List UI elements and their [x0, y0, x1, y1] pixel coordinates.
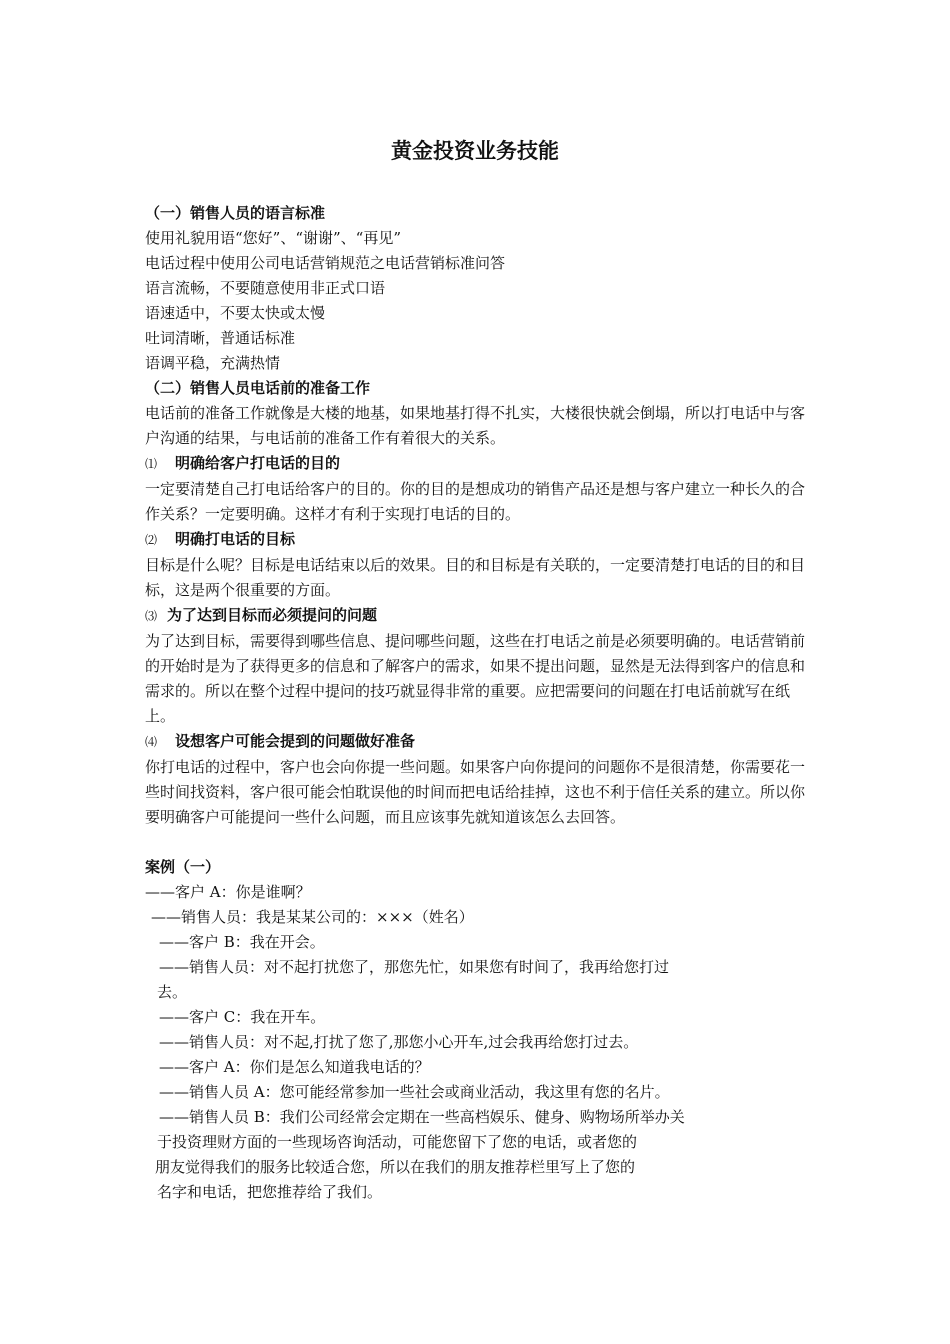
point-heading-text: 为了达到目标而必须提问的问题	[167, 606, 378, 624]
blank-line	[145, 830, 810, 855]
section1-item: 语言流畅，不要随意使用非正式口语	[145, 279, 386, 297]
point-heading	[145, 603, 810, 629]
dialogue-line: ——销售人员：我是某某公司的：×××（姓名）	[151, 908, 474, 926]
dialogue-line: 朋友觉得我们的服务比较适合您，所以在我们的朋友推荐栏里写上了您的	[155, 1158, 636, 1176]
dialogue-line: ——客户 B：我在开会。	[159, 933, 325, 951]
document-title: 黄金投资业务技能	[391, 139, 559, 163]
section2-heading: （二）销售人员电话前的准备工作	[145, 379, 371, 397]
dialogue-line: ——销售人员 A：您可能经常参加一些社会或商业活动，我这里有您的名片。	[159, 1083, 670, 1101]
section1-item: 吐词清晰，普通话标准	[145, 329, 296, 347]
point-heading	[145, 451, 810, 477]
dialogue-line: ——客户 A：你们是怎么知道我电话的？	[159, 1058, 430, 1076]
point-text: 目标是什么呢？目标是电话结束以后的效果。目的和目标是有关联的，一定要清楚打电话的目的和目标，这是两个很重要的方面。	[145, 556, 806, 599]
point-heading-text: 明确打电话的目标	[175, 530, 296, 548]
dialogue-line: ——销售人员 B：我们公司经常会定期在一些高档娱乐、健身、购物场所举办关	[159, 1108, 685, 1126]
document-body	[145, 201, 810, 1205]
section1-heading: （一）销售人员的语言标准	[145, 204, 326, 222]
point-heading-text: 设想客户可能会提到的问题做好准备	[175, 732, 416, 750]
section1-item: 语调平稳，充满热情	[145, 354, 281, 372]
point-number: ⑷	[145, 735, 158, 749]
section1-item: 语速适中，不要太快或太慢	[145, 304, 326, 322]
point-heading	[145, 729, 810, 755]
section1-item: 使用礼貌用语“您好”、“谢谢”、“再见”	[145, 229, 402, 247]
section2-intro: 电话前的准备工作就像是大楼的地基，如果地基打得不扎实，大楼很快就会倒塌，所以打电话中与客户沟通的结果，与电话前的准备工作有着很大的关系。	[145, 404, 806, 447]
dialogue-line: 名字和电话，把您推荐给了我们。	[157, 1183, 383, 1201]
dialogue-line: ——销售人员：对不起,打扰了您了,那您小心开车,过会我再给您打过去。	[159, 1033, 639, 1051]
dialogue-line: ——客户 A：你是谁啊？	[145, 883, 311, 901]
point-number: ⑴	[145, 457, 158, 471]
point-text: 为了达到目标，需要得到哪些信息、提问哪些问题，这些在打电话之前是必须要明确的。电话营销前的开始时是为了获得更多的信息和了解客户的需求，如果不提出问题，显然是无法得到客户的信息和需求的。所以在整个过程中提问的技巧就显得非常的重要。应把需要问的问题在打电话前就写在纸上。	[145, 632, 806, 725]
point-number: ⑶	[145, 609, 158, 623]
point-text: 一定要清楚自己打电话给客户的目的。你的目的是想成功的销售产品还是想与客户建立一种长久的合作关系？一定要明确。这样才有利于实现打电话的目的。	[145, 480, 806, 523]
point-heading-text: 明确给客户打电话的目的	[175, 454, 341, 472]
case-heading: 案例（一）	[145, 858, 221, 876]
point-text: 你打电话的过程中，客户也会向你提一些问题。如果客户向你提问的问题你不是很清楚，你需要花一些时间找资料，客户很可能会怕耽误他的时间而把电话给挂掉，这也不利于信任关系的建立。所以你要明确客户可能提问一些什么问题，而且应该事先就知道该怎么去回答。	[145, 758, 806, 826]
section1-item: 电话过程中使用公司电话营销规范之电话营销标准问答	[145, 254, 506, 272]
dialogue-line: 于投资理财方面的一些现场咨询活动，可能您留下了您的电话，或者您的	[157, 1133, 638, 1151]
dialogue-line: ——客户 C：我在开车。	[159, 1008, 326, 1026]
dialogue-line: ——销售人员：对不起打扰您了，那您先忙，如果您有时间了，我再给您打过	[159, 958, 670, 976]
dialogue-line: 去。	[157, 983, 188, 1001]
point-number: ⑵	[145, 533, 158, 547]
point-heading	[145, 527, 810, 553]
